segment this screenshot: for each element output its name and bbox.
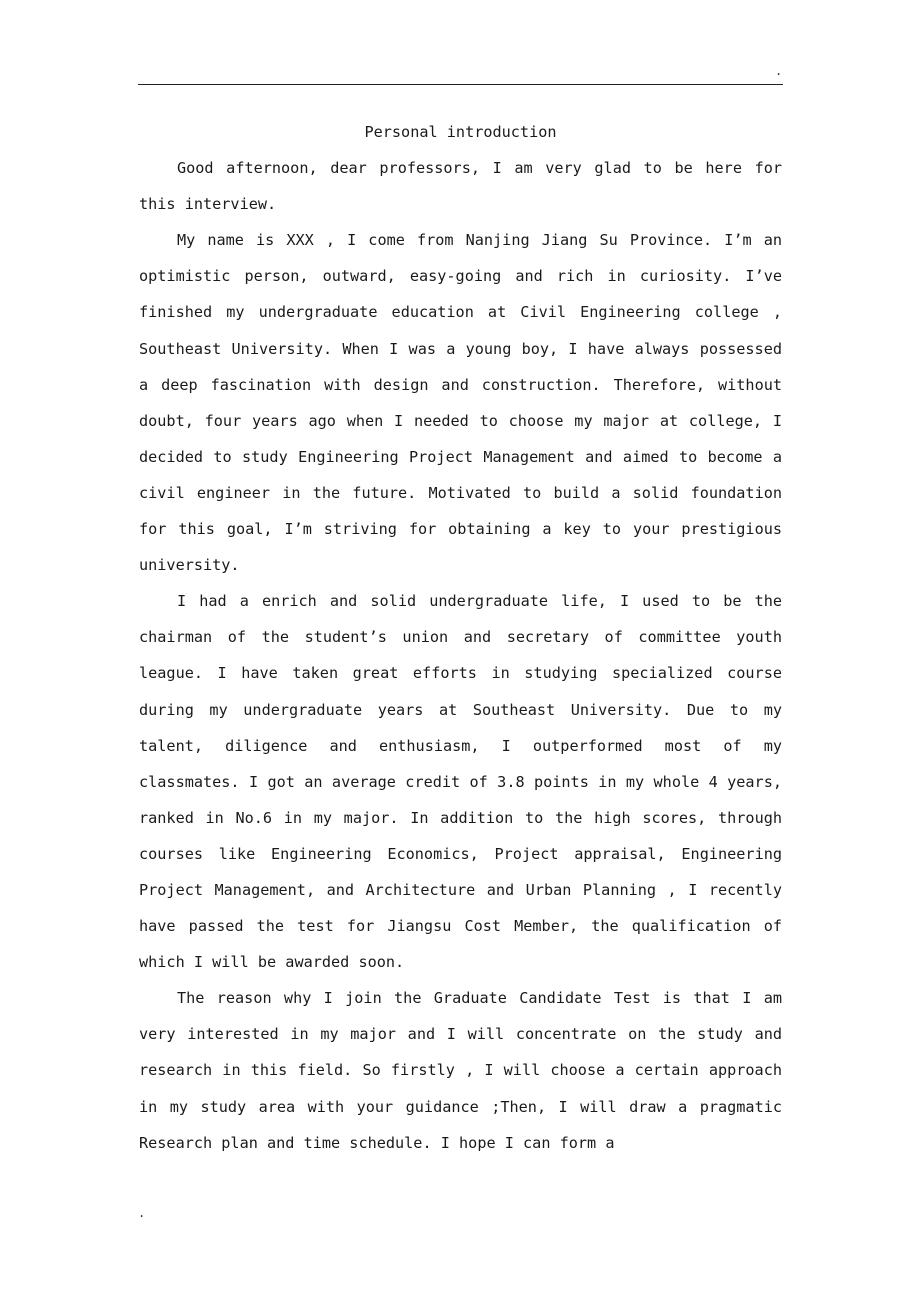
footer-mark: . (138, 1206, 146, 1220)
paragraph-motivation: The reason why I join the Graduate Candidate Test is that I am very interested in my major and I will concentrate on the study and research in this field. So firstly , I will choose a certain approach in my study area with your guidance ;Then, I will draw a pragmatic Research plan and time schedule. I hope I can form a (139, 989, 782, 1152)
document-title: Personal introduction (364, 123, 557, 141)
paragraph-background: My name is XXX , I come from Nanjing Jiang Su Province. I’m an optimistic person, outward, easy-going and rich in curiosity. I’ve finished my undergraduate education at Civil Engineering college , Southeast University. When I was a young boy, I have always possessed a deep fascination with design and construction. Therefore, without doubt, four years ago when I needed to choose my major at college, I decided to study Engineering Project Management and aimed to become a civil engineer in the future. Motivated to build a solid foundation for this goal, I’m striving for obtaining a key to your prestigious university. (139, 231, 782, 575)
document-body (139, 114, 782, 1161)
paragraph-greeting: Good afternoon, dear professors, I am very glad to be here for this interview. (139, 159, 782, 214)
header-rule (138, 84, 783, 85)
paragraph-undergraduate: I had a enrich and solid undergraduate life, I used to be the chairman of the student’s union and secretary of committee youth league. I have taken great efforts in studying specialized course during my undergraduate years at Southeast University. Due to my talent, diligence and enthusiasm, I outperformed most of my classmates. I got an average credit of 3.8 points in my whole 4 years, ranked in No.6 in my major. In addition to the high scores, through courses like Engineering Economics, Project appraisal, Engineering Project Management, and Architecture and Urban Planning , I recently have passed the test for Jiangsu Cost Member, the qualification of which I will be awarded soon. (139, 592, 782, 972)
header-mark: . (775, 64, 783, 78)
